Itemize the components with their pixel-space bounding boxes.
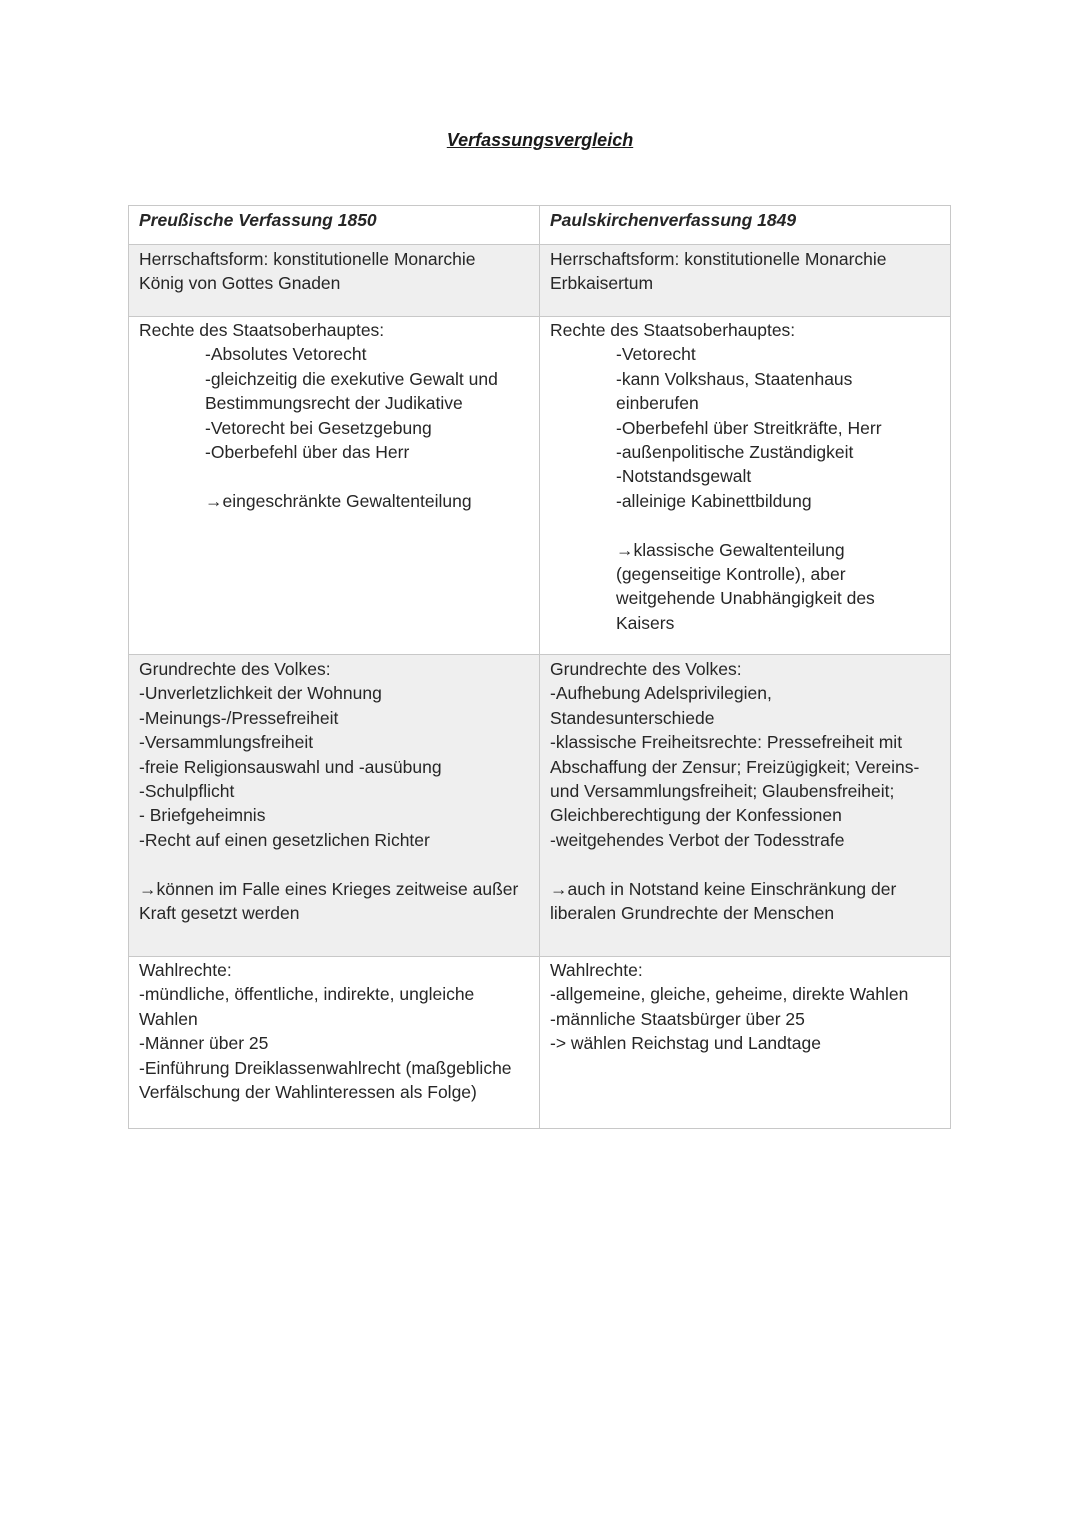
list-item: -außenpolitische Zuständigkeit — [616, 442, 854, 463]
cell-rights-prussian — [129, 317, 540, 655]
list-item: -gleichzeitig die exekutive Gewalt und — [205, 368, 498, 389]
conclusion-line — [139, 489, 529, 513]
table-row-head-of-state-rights — [129, 317, 951, 655]
list-item: -Absolutes Vetorecht — [205, 344, 367, 365]
conclusion-line: liberalen Grundrechte der Menschen — [550, 903, 835, 924]
list-item: Gleichberechtigung der Konfessionen — [550, 805, 842, 826]
table-row-basic-rights — [129, 655, 951, 957]
list-item: -Recht auf einen gesetzlichen Richter — [139, 829, 430, 850]
list-item: -Oberbefehl über Streitkräfte, Herr — [616, 417, 882, 438]
document-title: Verfassungsvergleich — [446, 130, 634, 150]
list-item: Abschaffung der Zensur; Freizügigkeit; Vereins- — [550, 756, 920, 777]
section-title: Grundrechte des Volkes: — [550, 659, 742, 679]
arrow-right-icon: → — [205, 490, 223, 511]
arrow-right-icon: → — [139, 878, 157, 899]
cell-form-prussian — [129, 245, 540, 317]
list-item: und Versammlungsfreiheit; Glaubensfreiheit; — [550, 781, 895, 802]
arrow-right-icon: → — [616, 539, 634, 560]
conclusion-text: klassische Gewaltenteilung — [633, 539, 845, 560]
cell-form-paulskirche — [540, 245, 951, 317]
cell-vote-prussian — [129, 957, 540, 1129]
arrow-right-icon: → — [550, 878, 568, 899]
list-item: Erbkaisertum — [550, 273, 654, 294]
cell-rights-paulskirche — [540, 317, 951, 655]
cell-basic-rights-prussian — [129, 655, 540, 957]
conclusion-line: weitgehende Unabhängigkeit des — [616, 588, 875, 609]
section-title: Wahlrechte: — [550, 960, 643, 980]
list-item: -Unverletzlichkeit der Wohnung — [139, 683, 382, 704]
section-title: Wahlrechte: — [139, 960, 232, 980]
list-item: - Briefgeheimnis — [139, 805, 266, 826]
list-item: -Männer über 25 — [139, 1033, 269, 1054]
section-title: Rechte des Staatsoberhauptes: — [550, 320, 796, 340]
column-header-prussian: Preußische Verfassung 1850 — [129, 206, 540, 245]
list-item: -Meinungs-/Pressefreiheit — [139, 707, 339, 728]
spacer — [139, 852, 529, 876]
list-item: -alleinige Kabinettbildung — [616, 490, 812, 511]
list-item: -Vetorecht bei Gesetzgebung — [205, 417, 432, 438]
list-item: Standesunterschiede — [550, 707, 715, 728]
list-item: -kann Volkshaus, Staatenhaus — [616, 368, 853, 389]
list-item: Wahlen — [139, 1008, 198, 1029]
list-item: -Schulpflicht — [139, 781, 235, 802]
spacer — [550, 513, 940, 537]
conclusion-line: Kraft gesetzt werden — [139, 903, 300, 924]
list-item: -klassische Freiheitsrechte: Pressefreiheit mit — [550, 732, 903, 753]
table-row-form-of-government — [129, 245, 951, 317]
list-item: -mündliche, öffentliche, indirekte, ungleiche — [139, 984, 475, 1005]
spacer — [550, 852, 940, 876]
list-item: -allgemeine, gleiche, geheime, direkte Wahlen — [550, 984, 909, 1005]
conclusion-line: Kaisers — [616, 612, 675, 633]
list-item: -weitgehendes Verbot der Todesstrafe — [550, 829, 845, 850]
cell-vote-paulskirche — [540, 957, 951, 1129]
conclusion-line — [139, 877, 529, 901]
section-title: Rechte des Staatsoberhauptes: — [139, 320, 385, 340]
list-item: Herrschaftsform: konstitutionelle Monarchie — [550, 249, 887, 269]
list-item: Herrschaftsform: konstitutionelle Monarchie — [139, 249, 476, 269]
spacer — [139, 464, 529, 488]
list-item: -Notstandsgewalt — [616, 466, 752, 487]
table-header-row — [129, 206, 951, 245]
conclusion-text: können im Falle eines Krieges zeitweise außer — [156, 878, 519, 899]
conclusion-line — [550, 877, 940, 901]
list-item: -Versammlungsfreiheit — [139, 732, 314, 753]
conclusion-text: auch in Notstand keine Einschränkung der — [567, 878, 897, 899]
list-item: -Vetorecht — [616, 344, 696, 365]
table-row-voting-rights — [129, 957, 951, 1129]
comparison-table — [128, 205, 951, 1129]
column-header-paulskirche: Paulskirchenverfassung 1849 — [540, 206, 951, 245]
list-item: -Einführung Dreiklassenwahlrecht (maßgebliche — [139, 1057, 512, 1078]
list-item: Verfälschung der Wahlinteressen als Folge) — [139, 1082, 477, 1103]
list-item: -Oberbefehl über das Herr — [205, 442, 410, 463]
list-item: -männliche Staatsbürger über 25 — [550, 1008, 805, 1029]
conclusion-text: eingeschränkte Gewaltenteilung — [222, 490, 472, 511]
conclusion-line: (gegenseitige Kontrolle), aber — [616, 564, 846, 585]
list-item: -freie Religionsauswahl und -ausübung — [139, 756, 442, 777]
conclusion-line — [550, 538, 940, 562]
cell-basic-rights-paulskirche — [540, 655, 951, 957]
list-item: König von Gottes Gnaden — [139, 273, 341, 294]
list-item: -Aufhebung Adelsprivilegien, — [550, 683, 772, 704]
list-item: Bestimmungsrecht der Judikative — [205, 393, 463, 414]
section-title: Grundrechte des Volkes: — [139, 659, 331, 679]
list-item: -> wählen Reichstag und Landtage — [550, 1033, 821, 1054]
list-item: einberufen — [616, 393, 699, 414]
